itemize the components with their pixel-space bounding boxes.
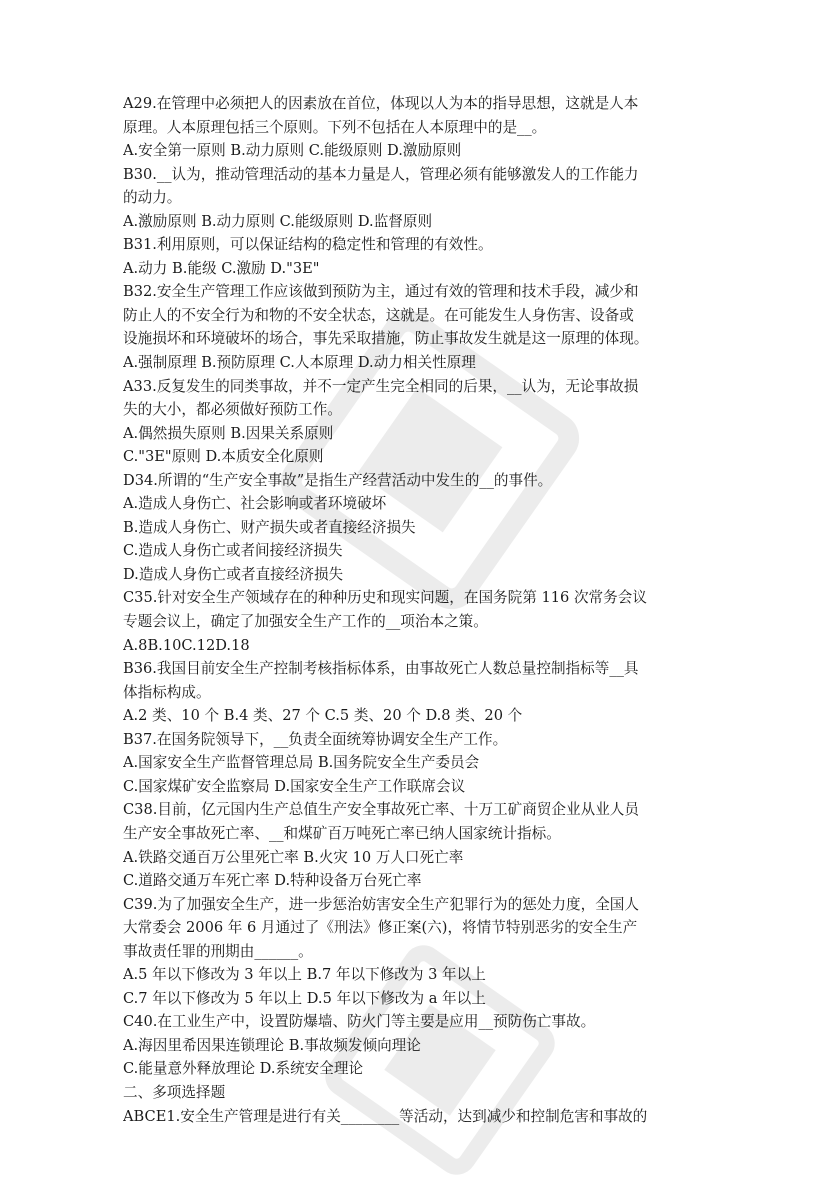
option-line: C."3E"原则 D.本质安全化原则 bbox=[123, 448, 324, 466]
text-line: 的动力。 bbox=[123, 189, 182, 207]
option-line: A.安全第一原则 B.动力原则 C.能级原则 D.激励原则 bbox=[123, 142, 462, 160]
text-line: ABCE1.安全生产管理是进行有关________等活动，达到减少和控制危害和事故的 bbox=[123, 1107, 648, 1125]
text-line: C40.在工业生产中，设置防爆墙、防火门等主要是应用__预防伤亡事故。 bbox=[123, 1013, 596, 1031]
option-line: A.激励原则 B.动力原则 C.能级原则 D.监督原则 bbox=[123, 212, 433, 230]
text-line: 事故责任罪的刑期由______。 bbox=[123, 942, 313, 960]
text-line: B31.利用原则，可以保证结构的稳定性和管理的有效性。 bbox=[123, 236, 493, 254]
text-line: B30.__认为，推动管理活动的基本力量是人，管理必须有能够激发人的工作能力 bbox=[123, 165, 639, 183]
option-line: A.5 年以下修改为 3 年以上 B.7 年以下修改为 3 年以上 bbox=[123, 966, 486, 984]
text-line: 原理。人本原理包括三个原则。下列不包括在人本原理中的是__。 bbox=[123, 118, 547, 136]
text-line: 大常委会 2006 年 6 月通过了《刑法》修正案(六)，将情节特别恶劣的安全生产 bbox=[123, 919, 638, 937]
option-line: A.海因里希因果连锁理论 B.事故频发倾向理论 bbox=[123, 1036, 421, 1054]
option-line: A.2 类、10 个 B.4 类、27 个 C.5 类、20 个 D.8 类、20 个 bbox=[123, 707, 523, 725]
section-heading: 二、多项选择题 bbox=[123, 1083, 226, 1101]
option-line: C.能量意外释放理论 D.系统安全理论 bbox=[123, 1060, 364, 1078]
option-line: A.动力 B.能级 C.激励 D."3E" bbox=[123, 259, 320, 277]
text-line: 设施损坏和环境破坏的场合，事先采取措施，防止事故发生就是这一原理的体现。 bbox=[123, 330, 649, 348]
text-line: C35.针对安全生产领域存在的种种历史和现实问题，在国务院第 116 次常务会议 bbox=[123, 589, 647, 607]
option-line: C.7 年以下修改为 5 年以上 D.5 年以下修改为 a 年以上 bbox=[123, 989, 486, 1007]
option-line: A.8B.10C.12D.18 bbox=[123, 636, 250, 654]
text-line: A29.在管理中必须把人的因素放在首位，体现以人为本的指导思想，这就是人本 bbox=[123, 95, 639, 112]
text-line: C38.目前，亿元国内生产总值生产安全事故死亡率、十万工矿商贸企业从业人员 bbox=[123, 801, 639, 819]
option-line: A.国家安全生产监督管理总局 B.国务院安全生产委员会 bbox=[123, 754, 480, 772]
option-line: C.道路交通万车死亡率 D.特种设备万台死亡率 bbox=[123, 872, 422, 890]
option-line: D.造成人身伤亡或者直接经济损失 bbox=[123, 565, 344, 583]
text-line: B37.在国务院领导下，__负责全面统筹协调安全生产工作。 bbox=[123, 730, 508, 748]
option-line: A.铁路交通百万公里死亡率 B.火灾 10 万人口死亡率 bbox=[123, 848, 464, 866]
text-line: 失的大小，都必须做好预防工作。 bbox=[123, 401, 342, 419]
option-line: C.国家煤矿安全监察局 D.国家安全生产工作联席会议 bbox=[123, 777, 466, 795]
text-line: 体指标构成。 bbox=[123, 683, 211, 701]
option-line: A.偶然损失原则 B.因果关系原则 bbox=[123, 424, 334, 442]
document-body bbox=[123, 92, 713, 1128]
text-line: 防止人的不安全行为和物的不安全状态，这就是。在可能发生人身伤害、设备或 bbox=[123, 306, 634, 324]
text-line: 生产安全事故死亡率、__和煤矿百万吨死亡率已纳人国家统计指标。 bbox=[123, 824, 561, 842]
option-line: B.造成人身伤亡、财产损失或者直接经济损失 bbox=[123, 518, 416, 536]
option-line: A.强制原理 B.预防原理 C.人本原理 D.动力相关性原理 bbox=[123, 354, 476, 372]
text-line: A33.反复发生的同类事故，并不一定产生完全相同的后果，__认为，无论事故损 bbox=[123, 377, 639, 395]
text-line: B36.我国目前安全生产控制考核指标体系，由事故死亡人数总量控制指标等__具 bbox=[123, 660, 639, 678]
text-line: B32.安全生产管理工作应该做到预防为主，通过有效的管理和技术手段，减少和 bbox=[123, 283, 639, 301]
text-line: 专题会议上，确定了加强安全生产工作的__项治本之策。 bbox=[123, 613, 488, 631]
option-line: C.造成人身伤亡或者间接经济损失 bbox=[123, 542, 343, 560]
text-line: C39.为了加强安全生产，进一步惩治妨害安全生产犯罪行为的惩处力度，全国人 bbox=[123, 895, 639, 913]
option-line: A.造成人身伤亡、社会影响或者环境破坏 bbox=[123, 495, 387, 513]
text-line: D34.所谓的“生产安全事故”是指生产经营活动中发生的__的事件。 bbox=[123, 471, 553, 489]
